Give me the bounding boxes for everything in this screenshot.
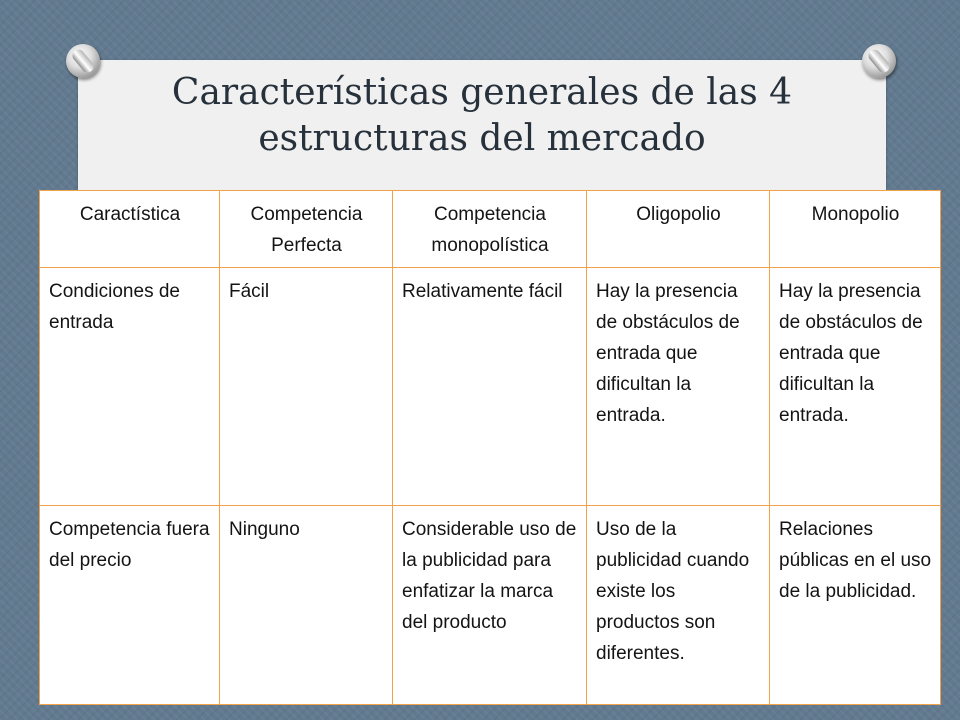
slide-title [78,70,886,162]
comparison-table [39,190,941,705]
table-cell: Uso de la publicidad cuando existe los productos son diferentes. [587,506,770,705]
table-header-row [40,191,941,268]
title-line-2: estructuras del mercado [258,118,706,159]
header-text: Caractística [79,204,181,225]
header-competencia-monopolistica [393,191,587,268]
table-cell: Hay la presencia de obstáculos de entrada que dificultan la entrada. [587,268,770,506]
header-text: Perfecta [271,235,342,256]
header-text: Competencia [250,204,363,225]
table-cell: Condiciones de entrada [40,268,220,506]
header-monopolio [770,191,941,268]
header-caracteristica [40,191,220,268]
table-cell: Fácil [220,268,393,506]
table-row [40,506,941,705]
header-competencia-perfecta [220,191,393,268]
header-text: monopolística [431,235,549,256]
table-cell: Considerable uso de la publicidad para enfatizar la marca del producto [393,506,587,705]
header-oligopolio [587,191,770,268]
title-line-1: Características generales de las 4 [171,72,793,113]
table-cell: Relativamente fácil [393,268,587,506]
header-text: Monopolio [811,204,900,225]
table-cell: Relaciones públicas en el uso de la publicidad. [770,506,941,705]
header-text: Competencia [434,204,546,225]
table-row [40,268,941,506]
table-cell: Competencia fuera del precio [40,506,220,705]
header-text: Oligopolio [636,204,721,225]
table-cell: Hay la presencia de obstáculos de entrada que dificultan la entrada. [770,268,941,506]
table-cell: Ninguno [220,506,393,705]
market-structures-table [39,190,940,705]
